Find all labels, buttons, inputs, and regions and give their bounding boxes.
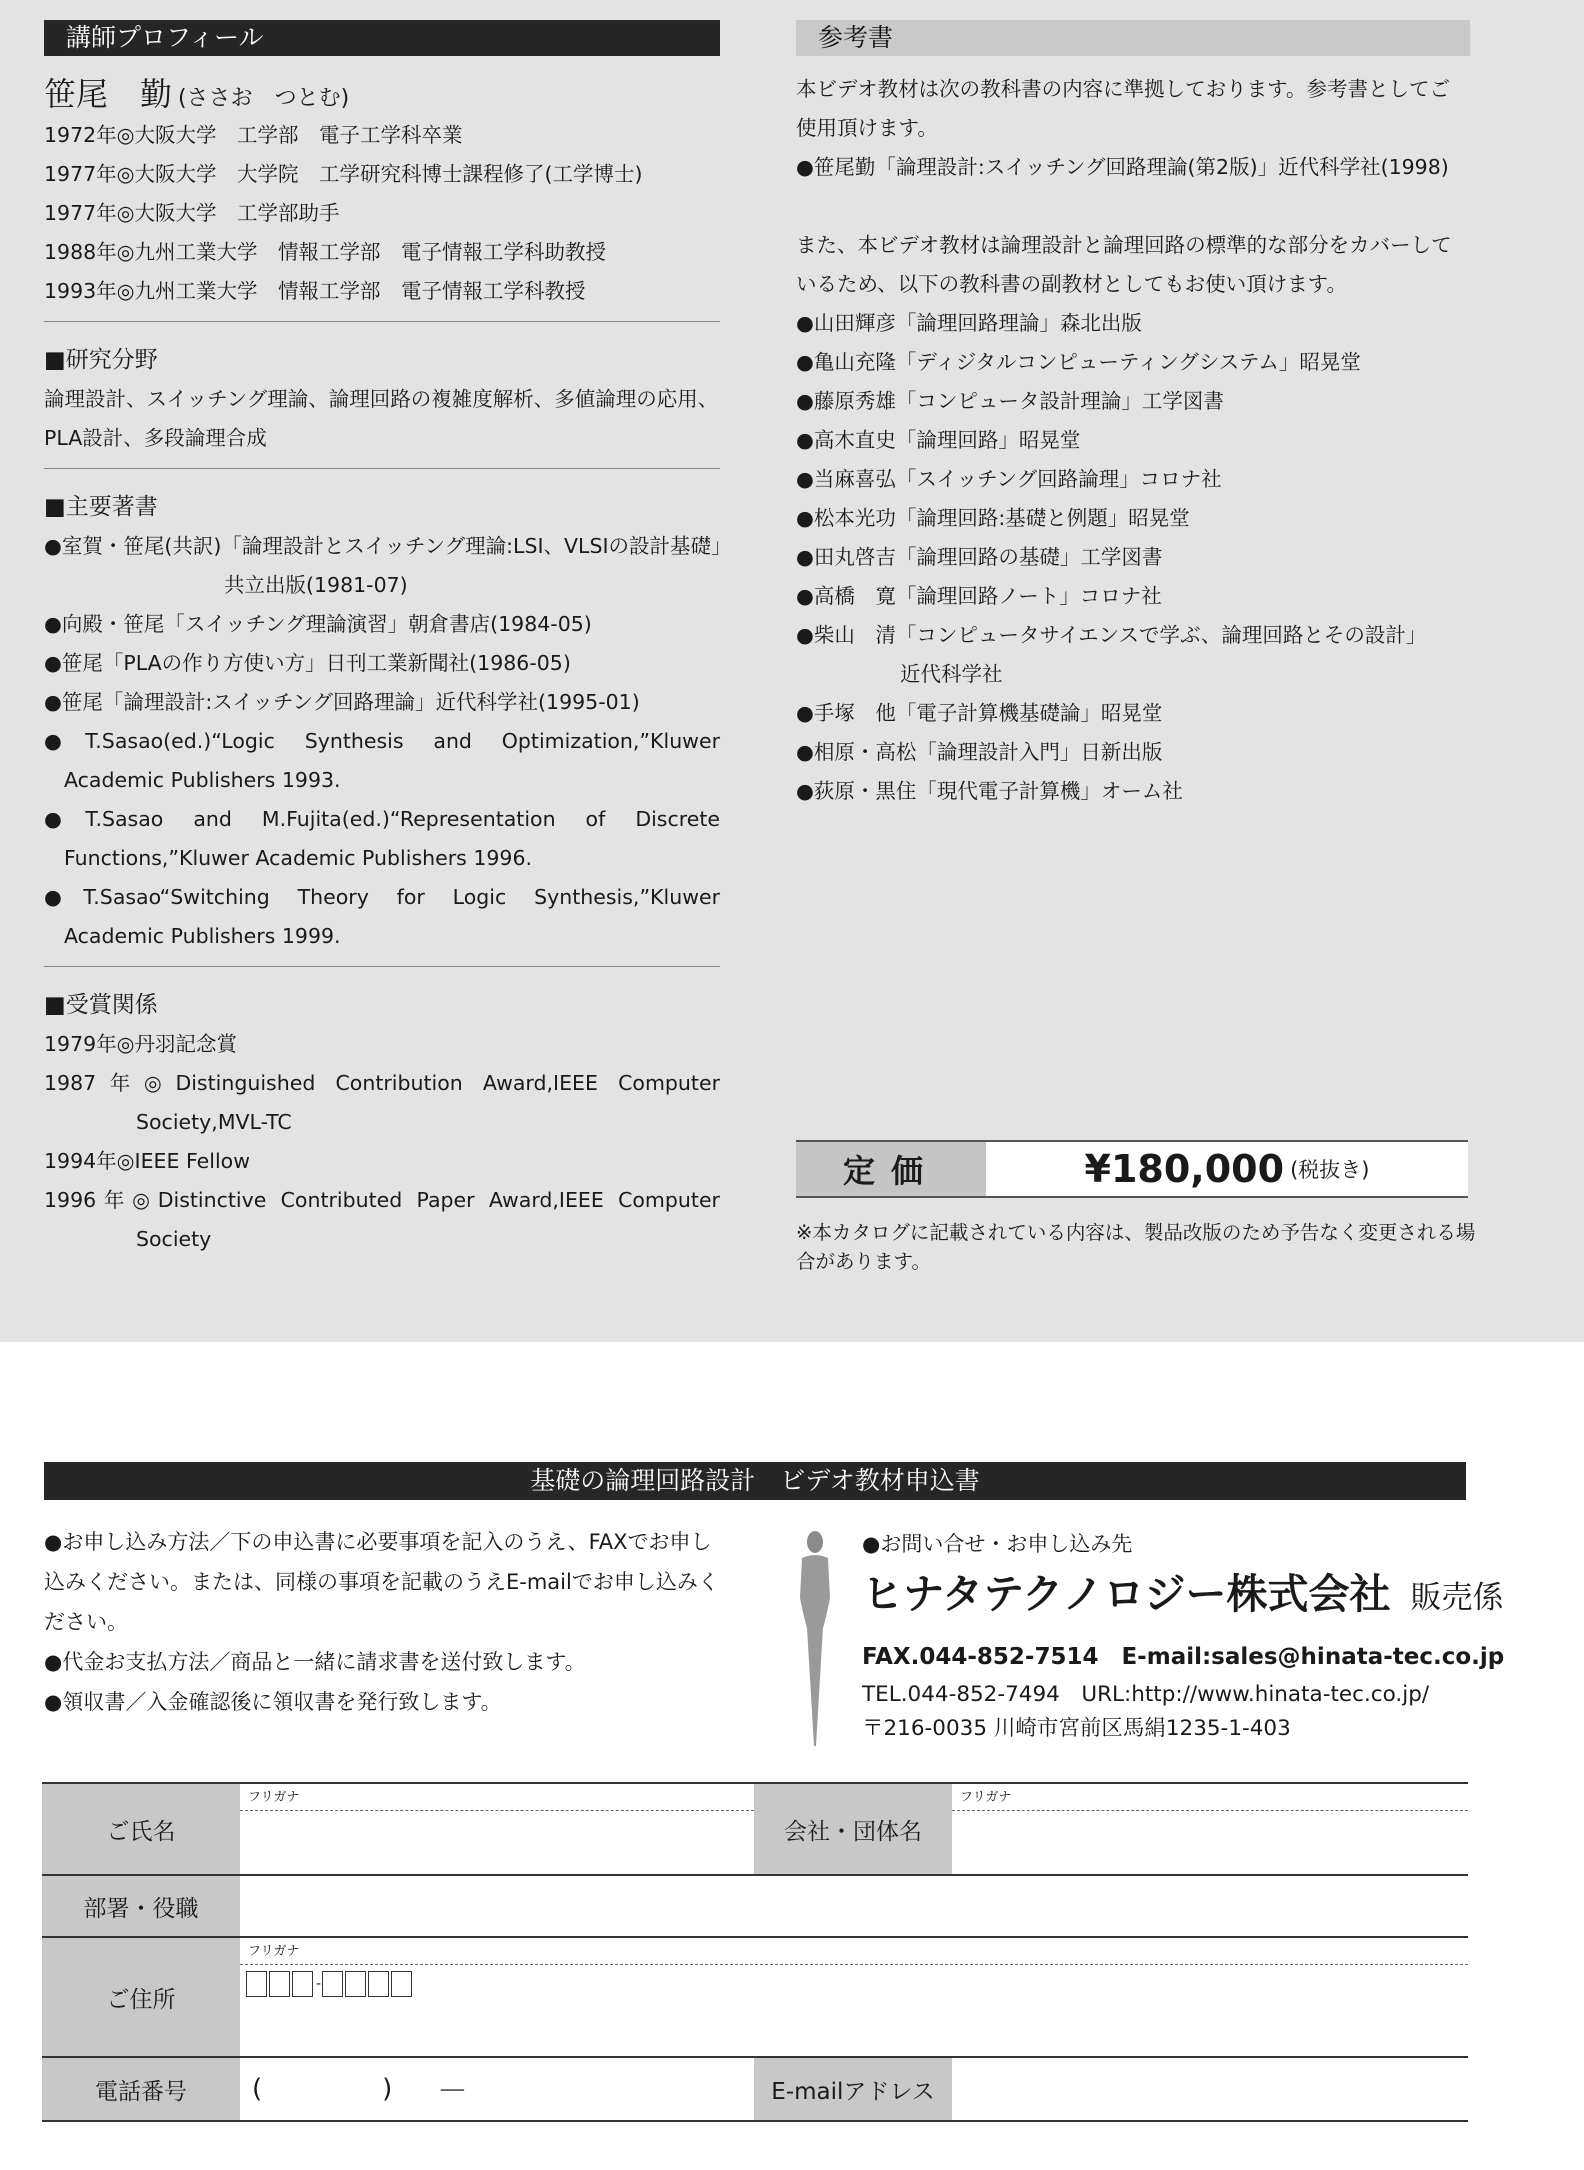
references-header: 参考書 (796, 20, 1470, 56)
phone-label: 電話番号 (42, 2057, 240, 2121)
awards-title: ■受賞関係 (44, 992, 158, 1018)
divider (44, 966, 720, 967)
reference-item: ●藤原秀雄「コンピュータ設計理論」工学図書 (796, 389, 1224, 413)
awards-list (44, 1025, 720, 1259)
inquiry-label: ●お問い合せ・お申し込み先 (862, 1532, 1133, 1556)
price-label: 定価 (796, 1142, 986, 1196)
career-item: 1988年◎九州工業大学 情報工学部 電子情報工学科助教授 (44, 240, 607, 264)
method-item: ●領収書／入金確認後に領収書を発行致します。 (44, 1690, 502, 1714)
award-item: 1994年◎IEEE Fellow (44, 1149, 250, 1173)
name-reading: (ささお つとむ) (178, 86, 350, 111)
career-item: 1993年◎九州工業大学 情報工学部 電子情報工学科教授 (44, 279, 586, 303)
order-form-title: 基礎の論理回路設計 ビデオ教材申込書 (44, 1462, 1466, 1500)
company-label: 会社・団体名 (754, 1783, 952, 1875)
fax-email-line: FAX.044-852-7514 E-mail:sales@hinata-tec.co.jp (862, 1644, 1505, 1670)
reference-item: ●当麻喜弘「スイッチング回路論理」コロナ社 (796, 467, 1222, 491)
form-row-address (42, 1937, 1468, 2057)
reference-item: ●荻原・黒住「現代電子計算機」オーム社 (796, 779, 1183, 803)
research-line: 論理設計、スイッチング理論、論理回路の複雑度解析、多値論理の応用、 (44, 387, 719, 411)
references-column (796, 0, 1470, 811)
dept-field[interactable] (240, 1875, 1468, 1937)
divider (44, 321, 720, 322)
furigana-label: フリガナ (240, 1938, 1468, 1965)
reference-item: ●松本光功「論理回路:基礎と例題」昭晃堂 (796, 506, 1190, 530)
reference-item: ●手塚 他「電子計算機基礎論」昭晃堂 (796, 701, 1163, 725)
book-item: ●向殿・笹尾「スイッチング理論演習」朝倉書店(1984-05) (44, 612, 592, 636)
change-notice: ※本カタログに記載されている内容は、製品改版のため予告なく変更される場合があります。 (796, 1221, 1476, 1273)
postal-code-boxes[interactable]: - (240, 1965, 1468, 1997)
method-item: ●代金お支払方法／商品と一緒に請求書を送付致します。 (44, 1650, 586, 1674)
contact-info (862, 1526, 1505, 1746)
tel-url-line: TEL.044-852-7494 URL:http://www.hinata-tec.co.jp/ (862, 1682, 1430, 1707)
order-methods (44, 1522, 724, 1722)
reference-item: ●相原・高松「論理設計入門」日新出版 (796, 740, 1163, 764)
profile-column (44, 0, 732, 1259)
research-title: ■研究分野 (44, 347, 158, 373)
form-row-name (42, 1783, 1468, 1875)
book-item: ●T.Sasao“Switching Theory for Logic Synthesis,”Kluwer Academic Publishers 1999. (44, 885, 720, 948)
book-item: ●T.Sasao(ed.)“Logic Synthesis and Optimization,”Kluwer Academic Publishers 1993. (44, 729, 720, 792)
books-list (44, 527, 732, 956)
book-item: ●室賀・笹尾(共訳)「論理設計とスイッチング理論:LSI、VLSIの設計基礎」 共立出版(1981-07) (44, 534, 732, 597)
price-box (796, 1140, 1468, 1198)
reference-item: ●柴山 清「コンピュータサイエンスで学ぶ、論理回路とその設計」 近代科学社 (796, 623, 1427, 686)
method-item: ●お申し込み方法／下の申込書に必要事項を記入のうえ、FAXでお申し込みください。または、同様の事項を記載のうえE-mailでお申し込みください。 (44, 1530, 719, 1634)
references-intro-2: また、本ビデオ教材は論理設計と論理回路の標準的な部分をカバーしているため、以下の教科書の副教材としてもお使い頂けます。 (796, 233, 1452, 296)
furigana-label: フリガナ (952, 1784, 1468, 1811)
phone-field[interactable]: ( ) — (240, 2057, 754, 2121)
company-field[interactable] (952, 1783, 1468, 1875)
career-list (44, 116, 720, 311)
book-item: ●T.Sasao and M.Fujita(ed.)“Representation of Discrete Functions,”Kluwer Academic Publishers 1996. (44, 807, 720, 870)
books-title: ■主要著書 (44, 494, 158, 520)
company-name: ヒナタテクノロジー株式会社 販売係 (862, 1570, 1504, 1618)
price-amount: ¥180,000 (1084, 1147, 1285, 1191)
form-row-phone (42, 2057, 1468, 2121)
research-line: PLA設計、多段論理合成 (44, 426, 267, 450)
references-intro: 本ビデオ教材は次の教科書の内容に準拠しております。参考書としてご使用頂けます。 (796, 77, 1450, 140)
reference-item: ●高木直史「論理回路」昭晃堂 (796, 428, 1081, 452)
career-item: 1977年◎大阪大学 大学院 工学研究科博士課程修了(工学博士) (44, 162, 643, 186)
company-figure-logo (790, 1528, 840, 1748)
price-value (986, 1142, 1468, 1196)
address-label: ご住所 (42, 1937, 240, 2057)
career-item: 1977年◎大阪大学 工学部助手 (44, 201, 340, 225)
company-address: 〒216-0035 川崎市宮前区馬絹1235-1-403 (862, 1716, 1291, 1741)
award-item: 1979年◎丹羽記念賞 (44, 1032, 238, 1056)
furigana-label: フリガナ (240, 1784, 754, 1811)
divider (44, 468, 720, 469)
price-tax-note: (税抜き) (1290, 1158, 1370, 1182)
lecturer-name: 笹尾 勤 (ささお つとむ) (44, 75, 350, 113)
reference-item: ●田丸啓吉「論理回路の基礎」工学図書 (796, 545, 1163, 569)
name-label: ご氏名 (42, 1783, 240, 1875)
address-field[interactable] (240, 1937, 1468, 2057)
reference-item: ●山田輝彦「論理回路理論」森北出版 (796, 311, 1142, 335)
award-item: 1987年◎Distinguished Contribution Award,IEEE Computer Society,MVL-TC (44, 1071, 720, 1134)
career-item: 1972年◎大阪大学 工学部 電子工学科卒業 (44, 123, 463, 147)
dept-label: 部署・役職 (42, 1875, 240, 1937)
award-item: 1996年◎Distinctive Contributed Paper Award,IEEE Computer Society (44, 1188, 720, 1251)
reference-item: ●亀山充隆「ディジタルコンピューティングシステム」昭晃堂 (796, 350, 1361, 374)
reference-list (796, 304, 1470, 811)
application-form (42, 1782, 1468, 2122)
main-reference-book: ●笹尾勤「論理設計:スイッチング回路理論(第2版)」近代科学社(1998) (796, 155, 1449, 179)
email-field[interactable] (952, 2057, 1468, 2121)
book-item: ●笹尾「PLAの作り方使い方」日刊工業新聞社(1986-05) (44, 651, 571, 675)
sales-dept: 販売係 (1410, 1580, 1504, 1616)
profile-header: 講師プロフィール (44, 20, 720, 56)
book-item: ●笹尾「論理設計:スイッチング回路理論」近代科学社(1995-01) (44, 690, 640, 714)
email-label: E-mailアドレス (754, 2057, 952, 2121)
form-row-dept (42, 1875, 1468, 1937)
name-field[interactable] (240, 1783, 754, 1875)
reference-item: ●高橋 寛「論理回路ノート」コロナ社 (796, 584, 1162, 608)
